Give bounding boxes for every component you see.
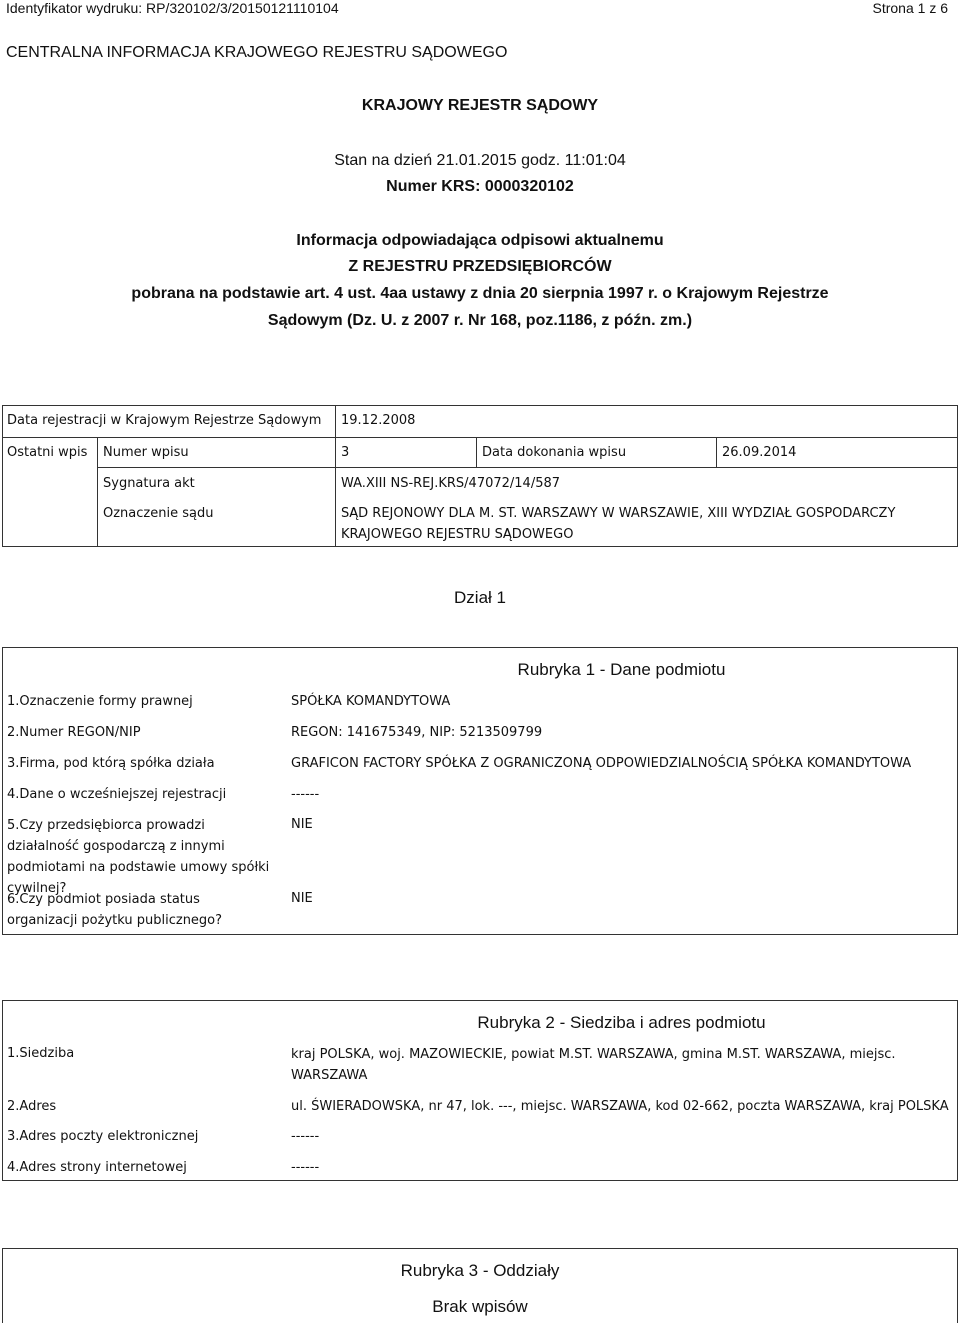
- court-value-line-1: SĄD REJONOWY DLA M. ST. WARSZAWY W WARSZAWIE, XIII WYDZIAŁ GOSPODARCZY: [341, 506, 896, 521]
- entry-number-label: Numer wpisu: [103, 445, 189, 460]
- entry-date-label: Data dokonania wpisu: [482, 445, 627, 460]
- rubric-1-value-4: ------: [291, 787, 320, 802]
- case-signature-label: Sygnatura akt: [103, 476, 195, 491]
- last-entry-label: Ostatni wpis: [7, 445, 88, 460]
- rubric-1-label-1: 1.Oznaczenie formy prawnej: [7, 694, 193, 709]
- registration-date-label: Data rejestracji w Krajowym Rejestrze Sądowym: [7, 413, 322, 428]
- rubric-2-label-4: 4.Adres strony internetowej: [7, 1160, 187, 1175]
- krs-number: Numer KRS: 0000320102: [386, 178, 574, 195]
- rubric-2-label-3: 3.Adres poczty elektronicznej: [7, 1129, 199, 1144]
- rubric-2-label-1: 1.Siedziba: [7, 1046, 75, 1061]
- rubric-2-value-3: ------: [291, 1129, 320, 1144]
- rubric-1-label-3: 3.Firma, pod którą spółka działa: [7, 756, 215, 771]
- rubric-2-value-2: ul. ŚWIERADOWSKA, nr 47, lok. ---, miejsc. WARSZAWA, kod 02-662, poczta WARSZAWA, kraj POLSKA: [291, 1099, 949, 1114]
- registration-date-value: 19.12.2008: [341, 413, 416, 428]
- state-date: Stan na dzień 21.01.2015 godz. 11:01:04: [334, 152, 626, 169]
- rubric-1-value-2: REGON: 141675349, NIP: 5213509799: [291, 725, 543, 740]
- rubric-2-label-2: 2.Adres: [7, 1099, 57, 1114]
- rubric-3-title: Rubryka 3 - Oddziały: [400, 1261, 560, 1280]
- rubric-2-value-4: ------: [291, 1160, 320, 1175]
- court-label: Oznaczenie sądu: [103, 506, 214, 521]
- legal-basis-line-2: Sądowym (Dz. U. z 2007 r. Nr 168, poz.1186, z późn. zm.): [267, 312, 693, 329]
- rubric-1-label-5: 5.Czy przedsiębiorca prowadzi działalność gospodarczą z innymi podmiotami na podstawie umowy spółki cywilnej?: [7, 818, 270, 896]
- print-identifier: Identyfikator wydruku: RP/320102/3/20150121110104: [6, 0, 339, 16]
- rubric-2-value-1: kraj POLSKA, woj. MAZOWIECKIE, powiat M.ST. WARSZAWA, gmina M.ST. WARSZAWA, miejsc. WARSZAWA: [291, 1047, 896, 1083]
- rubric-1-value-1: SPÓŁKA KOMANDYTOWA: [291, 694, 451, 709]
- case-signature-value: WA.XIII NS-REJ.KRS/47072/14/587: [341, 476, 561, 491]
- entry-date-value: 26.09.2014: [722, 445, 797, 460]
- info-line-1: Informacja odpowiadająca odpisowi aktualnemu: [296, 232, 664, 249]
- page-number: Strona 1 z 6: [872, 0, 948, 16]
- section-title: Dział 1: [454, 588, 506, 607]
- info-line-2: Z REJESTRU PRZEDSIĘBIORCÓW: [348, 258, 612, 275]
- registry-title: KRAJOWY REJESTR SĄDOWY: [361, 97, 599, 114]
- rubric-1-value-3: GRAFICON FACTORY SPÓŁKA Z OGRANICZONĄ ODPOWIEDZIALNOŚCIĄ SPÓŁKA KOMANDYTOWA: [291, 756, 912, 771]
- rubric-2-title: Rubryka 2 - Siedziba i adres podmiotu: [477, 1013, 766, 1032]
- rubric-1-value-6: NIE: [291, 891, 313, 906]
- rubric-1-title: Rubryka 1 - Dane podmiotu: [517, 660, 726, 679]
- rubric-1-label-4: 4.Dane o wcześniejszej rejestracji: [7, 787, 227, 802]
- court-value-line-2: KRAJOWEGO REJESTRU SĄDOWEGO: [341, 527, 574, 542]
- rubric-1-value-5: NIE: [291, 817, 313, 832]
- rubric-1-label-2: 2.Numer REGON/NIP: [7, 725, 141, 740]
- rubric-1-label-6: 6.Czy podmiot posiada status organizacji pożytku publicznego?: [7, 892, 223, 928]
- organization-name: CENTRALNA INFORMACJA KRAJOWEGO REJESTRU SĄDOWEGO: [6, 44, 508, 61]
- rubric-3-empty-note: Brak wpisów: [432, 1297, 528, 1316]
- entry-number-value: 3: [341, 445, 350, 460]
- legal-basis-line-1: pobrana na podstawie art. 4 ust. 4aa ustawy z dnia 20 sierpnia 1997 r. o Krajowym Rejestrze: [131, 285, 829, 302]
